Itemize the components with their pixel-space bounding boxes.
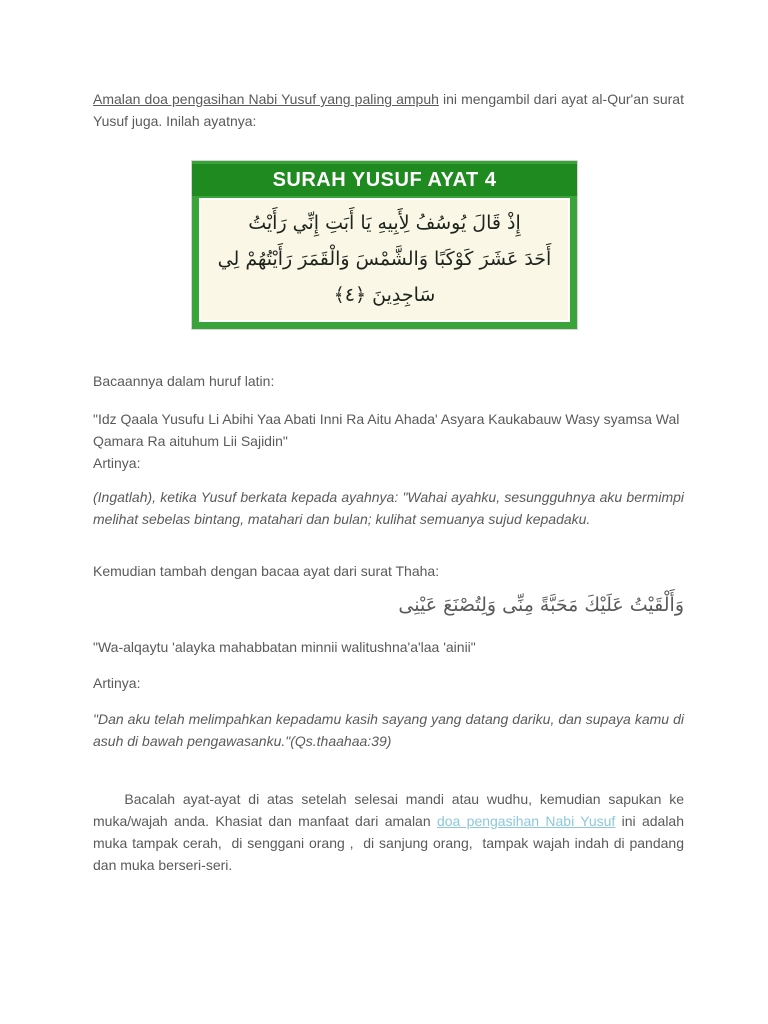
artinya-label-1: Artinya: bbox=[93, 455, 141, 471]
thaha-arabic-verse: وَأَلْقَيْتُ عَلَيْكَ مَحَبَّةً مِنِّى وَلِتُصْنَعَ عَيْنِى bbox=[398, 594, 684, 616]
closing-paragraph bbox=[93, 766, 696, 898]
closing-text-before: Bacalah ayat-ayat di atas setelah selesai mandi atau wudhu, kemudian sapukan ke muka/wajah anda. Khasiat dan manfaat dari amalan bbox=[93, 791, 688, 829]
surah-image-title: SURAH YUSUF AYAT 4 bbox=[192, 164, 577, 196]
yusuf-translation: (Ingatlah), ketika Yusuf berkata kepada ayahnya: "Wahai ayahku, sesungguhnya aku bermimpi melihat sebelas bintang, matahari dan bulan; kulihat semuanya sujud kepadaku. bbox=[93, 489, 684, 527]
thaha-heading: Kemudian tambah dengan bacaa ayat dari surat Thaha: bbox=[93, 563, 440, 579]
surah-arabic-line-2: أَحَدَ عَشَرَ كَوْكَبًا وَالشَّمْسَ وَالْقَمَرَ رَأَيْتُهُمْ لِي سَاجِدِينَ ﴿٤﴾ bbox=[217, 248, 552, 306]
intro-text: ini mengambil dari ayat al-Qur'an surat Yusuf juga. Inilah ayatnya: bbox=[93, 91, 684, 129]
thaha-transliteration: "Wa-alqaytu 'alayka mahabbatan minnii walitushna'a'laa 'ainii" bbox=[93, 639, 476, 655]
closing-link[interactable]: doa pengasihan Nabi Yusuf bbox=[436, 813, 616, 829]
artinya-label-2: Artinya: bbox=[93, 675, 141, 691]
closing-text-after: ini adalah muka tampak cerah, di senggani orang , di sanjung orang, tampak wajah indah di pandang dan muka berseri-seri. bbox=[93, 813, 696, 873]
surah-image-verse-panel bbox=[199, 198, 570, 322]
surah-yusuf-image bbox=[191, 160, 578, 330]
latin-reading-heading: Bacaannya dalam huruf latin: bbox=[93, 373, 275, 389]
thaha-translation: "Dan aku telah melimpahkan kepadamu kasih sayang yang datang dariku, dan supaya kamu di asuh di bawah pengawasanku."(Qs.thaahaa:39) bbox=[93, 711, 684, 749]
intro-paragraph bbox=[93, 88, 684, 132]
latin-transliteration: "Idz Qaala Yusufu Li Abihi Yaa Abati Inni Ra Aitu Ahada' Asyara Kaukabauw Wasy syamsa Wal Qamara Ra aituhum Lii Sajidin" bbox=[93, 411, 680, 449]
intro-link[interactable]: Amalan doa pengasihan Nabi Yusuf yang paling ampuh bbox=[93, 91, 439, 107]
latin-reading-block bbox=[93, 408, 684, 474]
surah-arabic-line-1: إِذْ قَالَ يُوسُفُ لِأَبِيهِ يَا أَبَتِ إِنِّي رَأَيْتُ bbox=[248, 212, 521, 234]
